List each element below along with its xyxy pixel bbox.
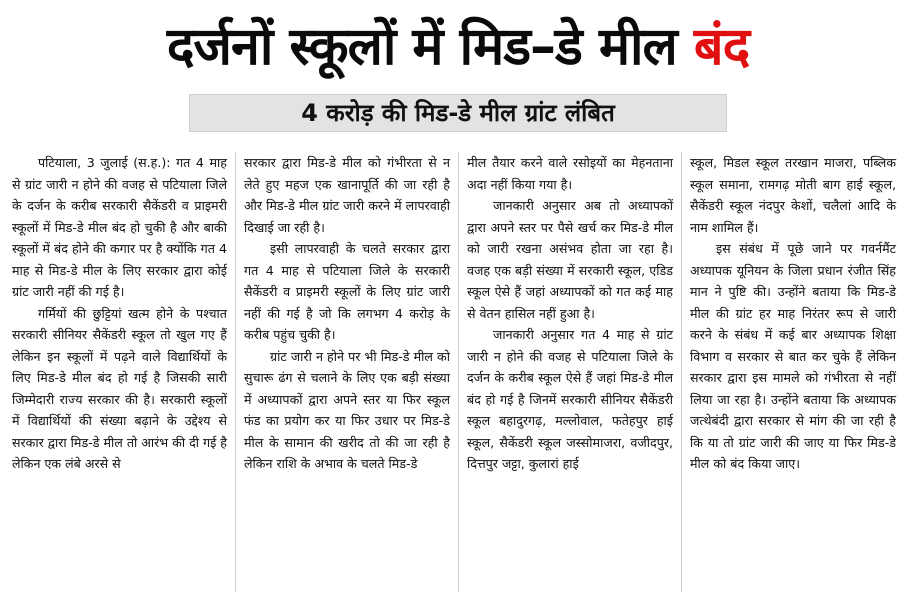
- paragraph: स्कूल, मिडल स्कूल तरखान माजरा, पब्लिक स्कूल समाना, रामगढ़ मोती बाग हाई स्कूल, सैकेंडरी स्कूल नंदपुर केशों, चलैलां आदि के नाम शामिल हैं।: [690, 155, 896, 235]
- paragraph: इसी लापरवाही के चलते सरकार द्वारा गत 4 माह से पटियाला जिले के सरकारी सैकेंडरी व प्राइमरी स्कूलों के लिए ग्रांट जारी नहीं की गई है जो कि लगभग 4 करोड़ के करीब पहुंच चुकी है।: [244, 241, 450, 342]
- headline: [12, 6, 904, 88]
- paragraph: जानकारी अनुसार अब तो अध्यापकों द्वारा अपने स्तर पर पैसे खर्च कर मिड-डे मील को जारी रखना असंभव होता जा रहा है। वजह एक बड़ी संख्या में सरकारी स्कूल, एडिड स्कूल ऐसे हैं जहां अध्यापकों को गत कई माह से वेतन हासिल नहीं हुआ है।: [467, 198, 673, 321]
- paragraph: सरकार द्वारा मिड-डे मील को गंभीरता से न लेते हुए महज एक खानापूर्ति की जा रही है और मिड-डे मील ग्रांट जारी करने में लापरवाही दिखाई जा रही है।: [244, 155, 450, 235]
- column-4: [681, 152, 904, 592]
- paragraph: ग्रांट जारी न होने पर भी मिड-डे मील को सुचारू ढंग से चलाने के लिए एक बड़ी संख्या में अध्यापकों द्वारा अपने स्तर या फिर स्कूल फंड का प्रयोग कर या फिर उधार पर मिड-डे मील के सामान की खरीद तो की जा रही है लेकिन राशि के अभाव के चलते मिड-डे: [244, 348, 450, 471]
- paragraph: जानकारी अनुसार गत 4 माह से ग्रांट जारी न होने की वजह से पटियाला जिले के दर्जन के करीब स्कूल ऐसे हैं जहां मिड-डे मील बंद हो गई है जिनमें सरकारी सीनियर सैकेंडरी स्कूल बहादुरगढ़, मल्लोवाल, फतेहपुर हाई स्कूल, सैकेंडरी स्कूल जस्सोमाजरा, वजीदपुर, दित्तपुर जट्टा, कुलारां हाई: [467, 327, 673, 471]
- headline-main: दर्जनों स्कूलों में मिड–डे मील: [166, 17, 694, 77]
- headline-accent-word: बंद: [693, 17, 750, 77]
- subheadline-wrap: [12, 94, 904, 132]
- column-1: [12, 152, 235, 592]
- subheadline: 4 करोड़ की मिड-डे मील ग्रांट लंबित: [189, 94, 727, 132]
- paragraph: मील तैयार करने वाले रसोइयों का मेहनताना अदा नहीं किया गया है।: [467, 155, 673, 192]
- paragraph: गर्मियों की छुट्टियां खत्म होने के पश्चात सरकारी सीनियर सैकेंडरी स्कूल तो खुल गए हैं लेकिन इन स्कूलों में पढ़ने वाले विद्यार्थियों के लिए मिड-डे मील बंद हो गई है जिसकी सारी जिम्मेदारी राज्य सरकार की है। सरकारी स्कूलों में विद्यार्थियों की संख्या बढ़ाने के उद्देश्य से सरकार द्वारा मिड-डे मील तो आरंभ की दी गई है लेकिन एक लंबे अरसे से: [12, 305, 227, 471]
- column-2: [235, 152, 458, 592]
- paragraph: इस संबंध में पूछे जाने पर गवर्नमैंट अध्यापक यूनियन के जिला प्रधान रंजीत सिंह मान ने पुष्टि की। उन्होंने बताया कि मिड-डे मील की ग्रांट हर माह निरंतर रूप से जारी करने के संबंध में कई बार अध्यापक शिक्षा विभाग व सरकार से बात कर चुके हैं लेकिन सरकार द्वारा इस मामले को गंभीरता से नहीं लिया जा रहा है। उन्होंने बताया कि अध्यापक जत्थेबंदी द्वारा सरकार से मांग की जा रही है कि या तो ग्रांट जारी की जाए या फिर मिड-डे मील को बंद किया जाए।: [690, 241, 896, 471]
- article-body: [12, 152, 904, 592]
- column-3: [458, 152, 681, 592]
- paragraph: पटियाला, 3 जुलाई (स.ह.): गत 4 माह से ग्रांट जारी न होने की वजह से पटियाला जिले के दर्जन के करीब सरकारी सैकेंडरी व प्राइमरी स्कूलों में मिड-डे मील बंद हो चुकी है और बाकी स्कूलों में बंद होने की कगार पर है क्योंकि गत 4 माह से मिड-डे मील के लिए सरकार द्वारा कोई ग्रांट जारी नहीं की गई है।: [12, 155, 227, 299]
